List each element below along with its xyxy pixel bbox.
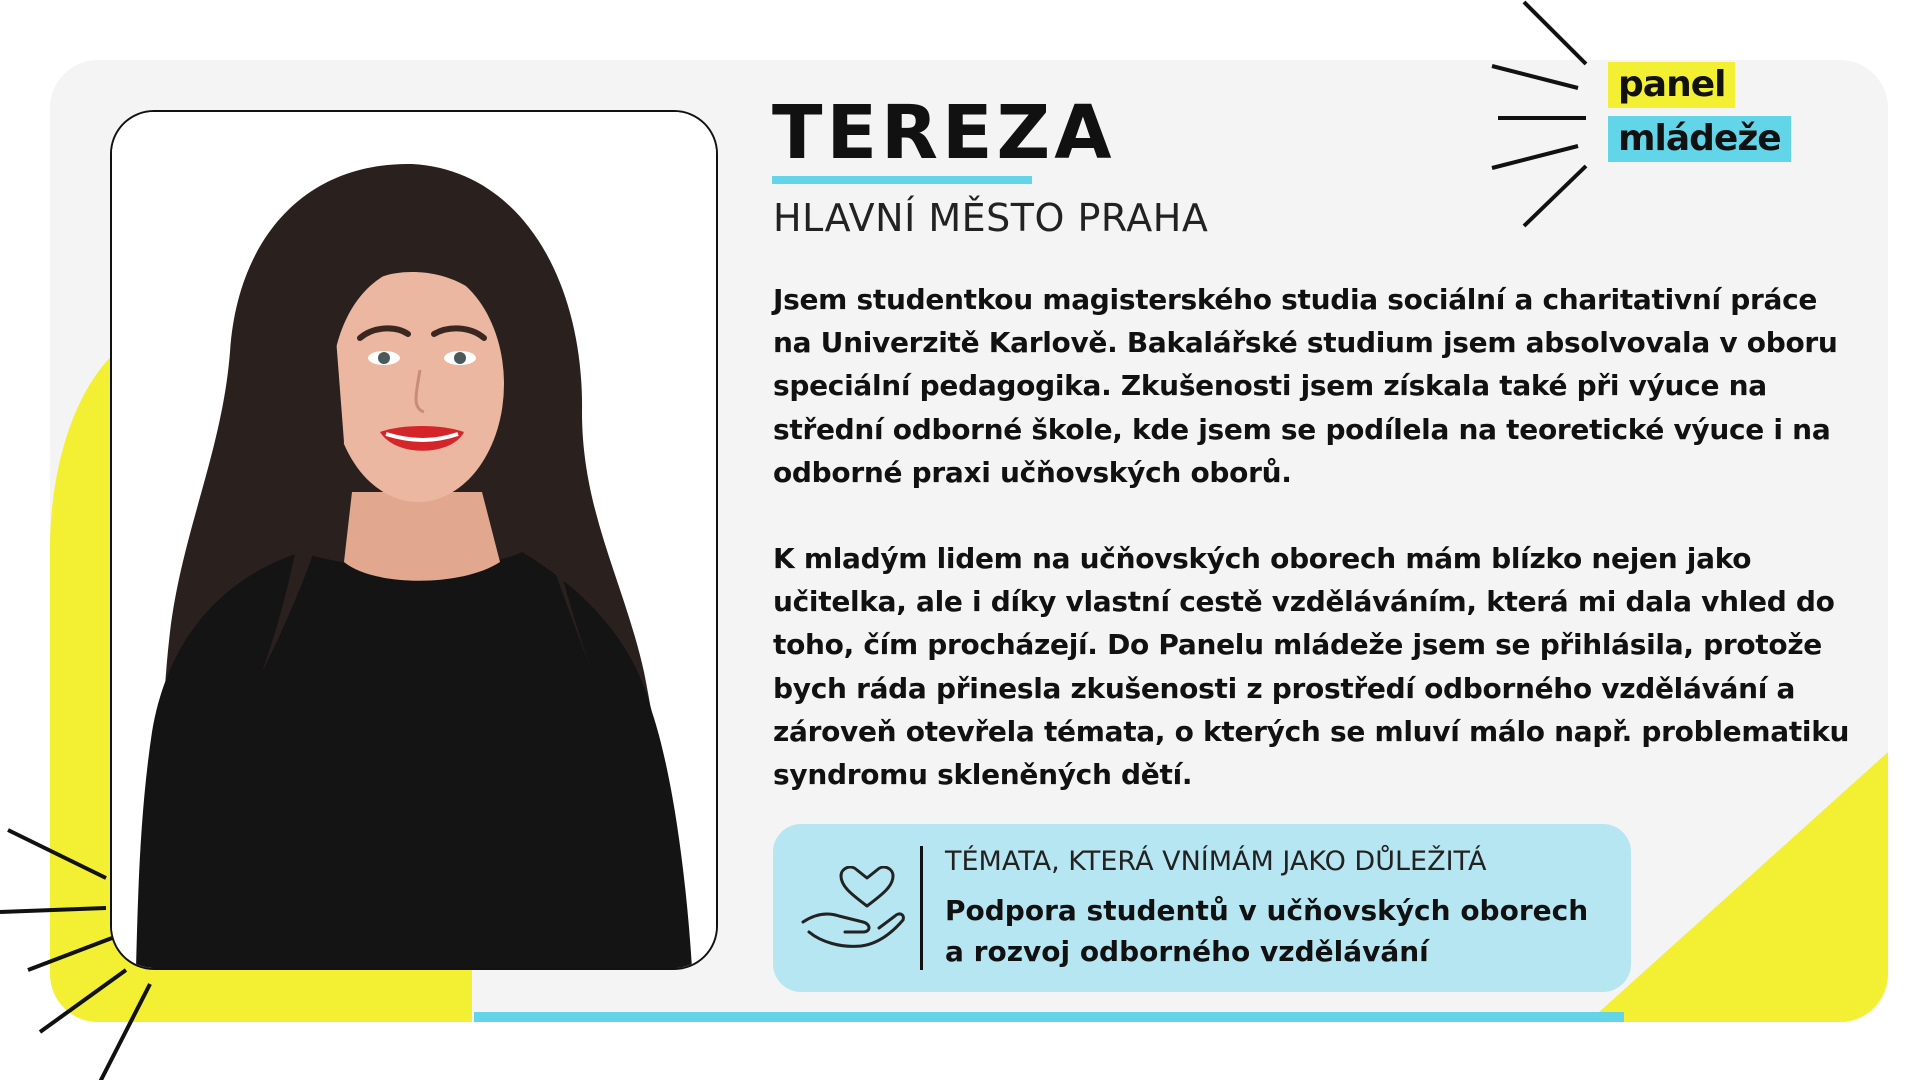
cyan-accent-line xyxy=(474,1012,1624,1022)
topics-heading: TÉMATA, KTERÁ VNÍMÁM JAKO DŮLEŽITÁ xyxy=(945,846,1487,877)
topics-box xyxy=(773,824,1631,992)
bio-paragraph: K mladým lidem na učňovských oborech mám blízko nejen jako učitelka, ale i díky vlastní cestě vzděláváním, která mi dala vhled do toho, čím procházejí. Do Panelu mládeže jsem se přihlásila, protože bych ráda přinesla zkušenosti z prostředí odborného vzdělávání a zároveň otevřela témata, o kterých se mluví málo např. problematiku syndromu skleněných dětí. xyxy=(773,542,1850,792)
logo-word-mladeze: mládeže xyxy=(1608,116,1791,162)
topics-line: a rozvoj odborného vzdělávání xyxy=(945,935,1429,968)
heart-in-hand-icon xyxy=(801,866,907,952)
topics-divider xyxy=(920,846,923,970)
logo-word-panel: panel xyxy=(1608,62,1735,108)
topics-line: Podpora studentů v učňovských oborech xyxy=(945,894,1589,927)
bio-paragraph: Jsem studentkou magisterského studia sociální a charitativní práce na Univerzitě Karlově. Bakalářské studium jsem absolvovala v oboru speciální pedagogika. Zkušenosti jsem získala také při výuce na střední odborné škole, kde jsem se podílela na teoretické výuce i na odborné praxi učňovských oborů. xyxy=(773,283,1838,489)
bio-text xyxy=(773,278,1853,839)
portrait-photo xyxy=(110,110,718,970)
name-underline xyxy=(772,176,1032,184)
topics-text xyxy=(945,890,1605,972)
portrait-illustration xyxy=(112,112,716,968)
person-region: HLAVNÍ MĚSTO PRAHA xyxy=(773,196,1209,240)
decorative-rays-logo xyxy=(1488,0,1588,230)
person-name: TEREZA xyxy=(772,90,1116,176)
decorative-rays-left xyxy=(0,820,160,1080)
panel-mladeze-logo xyxy=(1608,62,1791,162)
